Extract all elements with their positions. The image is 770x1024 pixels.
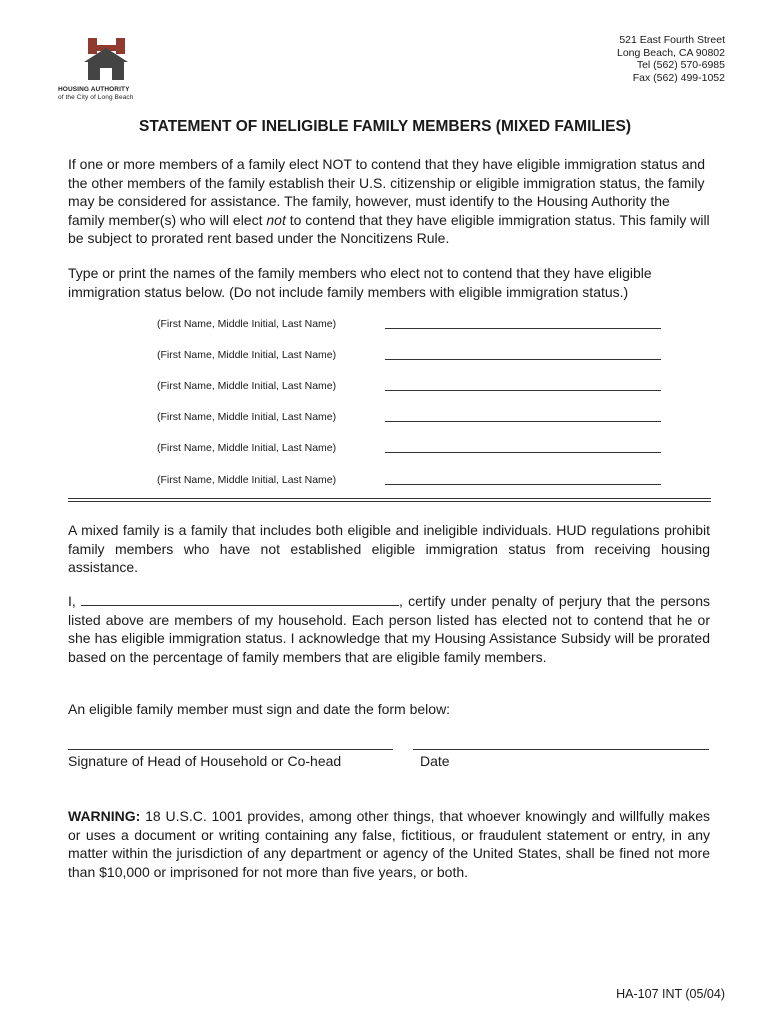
- name-row: [157, 316, 662, 334]
- name-field[interactable]: [385, 484, 661, 485]
- name-row-label: (First Name, Middle Initial, Last Name): [157, 380, 337, 392]
- address-tel: Tel (562) 570-6985: [636, 59, 725, 71]
- signature-label: Signature of Head of Household or Co-head: [68, 753, 342, 769]
- certify-prefix: I,: [68, 593, 81, 609]
- date-label: Date: [420, 753, 450, 769]
- intro-emphasis: not: [266, 211, 286, 228]
- housing-authority-logo: [58, 36, 158, 106]
- name-row: [157, 440, 662, 458]
- warning-paragraph: [68, 807, 710, 881]
- intro-text-2: to contend that they have eligible immigration status. This family will be subject to prorated rent based under the Noncitizens Rule.: [68, 211, 710, 246]
- logo-title: HOUSING AUTHORITY: [58, 86, 130, 93]
- address-block: [617, 34, 725, 84]
- signature-field[interactable]: [68, 749, 393, 750]
- intro-text-1: If one or more members of a family elect NOT to contend that they have eligible immigration status and the other members of the family establish their U.S. citizenship or eligible immigration status, the family may be considered for assistance. The family, however, must identify to the Housing Authority the family member(s) who will elect: [68, 156, 706, 228]
- name-row-label: (First Name, Middle Initial, Last Name): [157, 442, 337, 454]
- mixed-family-paragraph: A mixed family is a family that includes both eligible and ineligible individuals. HUD regulations prohibit family members who have not established eligible immigration status from receiving housing assistance.: [68, 522, 710, 575]
- name-row: [157, 347, 662, 365]
- certification-paragraph: [68, 592, 710, 666]
- certify-text: , certify under penalty of perjury that the persons listed above are members of my household. Each person listed has elected not to contend that he or she has eligible immigration status. I acknowledge that my Housing Assistance Subsidy will be prorated based on the percentage of family members that are eligible family members.: [68, 593, 710, 665]
- name-field[interactable]: [385, 328, 661, 329]
- name-row-label: (First Name, Middle Initial, Last Name): [157, 349, 337, 361]
- name-row: [157, 409, 662, 427]
- name-row-label: (First Name, Middle Initial, Last Name): [157, 411, 337, 423]
- address-city: Long Beach, CA 90802: [616, 46, 725, 59]
- intro-paragraph: [68, 155, 710, 248]
- date-field[interactable]: [413, 749, 709, 750]
- name-field[interactable]: [385, 452, 661, 453]
- warning-label: WARNING:: [68, 808, 141, 824]
- sign-instruction: An eligible family member must sign and date the form below:: [68, 701, 451, 717]
- name-row-label: (First Name, Middle Initial, Last Name): [157, 318, 337, 330]
- names-instruction: Type or print the names of the family members who elect not to contend that they have eligible immigration status below. (Do not include family members with eligible immigration status.): [68, 265, 652, 300]
- certifier-name-field[interactable]: [81, 593, 399, 606]
- section-divider: [68, 498, 711, 502]
- house-logo-icon: [58, 36, 158, 86]
- name-row-label: (First Name, Middle Initial, Last Name): [157, 474, 337, 486]
- form-title: STATEMENT OF INELIGIBLE FAMILY MEMBERS (MIXED FAMILIES): [139, 118, 631, 135]
- name-field[interactable]: [385, 359, 661, 360]
- logo-subtitle: of the City of Long Beach: [58, 94, 134, 101]
- form-number: HA-107 INT (05/04): [616, 987, 725, 1001]
- name-row: [157, 378, 662, 396]
- name-field[interactable]: [385, 421, 661, 422]
- name-row: [157, 472, 662, 490]
- address-fax: Fax (562) 499-1052: [632, 71, 725, 84]
- address-street: 521 East Fourth Street: [619, 34, 725, 46]
- name-field[interactable]: [385, 390, 661, 391]
- warning-text: 18 U.S.C. 1001 provides, among other things, that whoever knowingly and willfully makes or uses a document or writing containing any false, fictitious, or fraudulent statement or entry, in any matter within the jurisdiction of any department or agency of the United States, shall be fined not more than $10,000 or imprisoned for not more than five years, or both.: [68, 808, 710, 880]
